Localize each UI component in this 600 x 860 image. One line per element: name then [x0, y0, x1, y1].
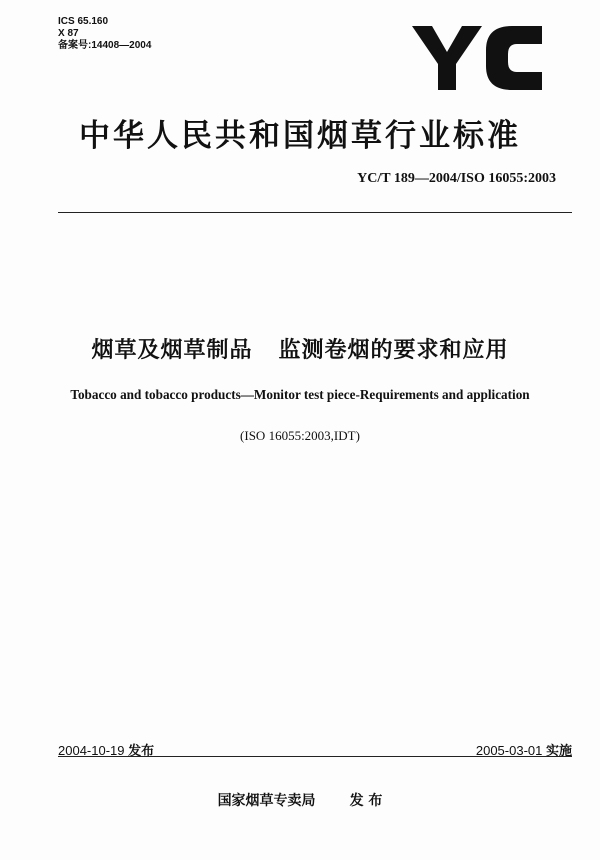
yc-logo	[412, 22, 542, 94]
title-cn-part1: 烟草及烟草制品	[91, 338, 253, 363]
ics-code: ICS 65.160	[58, 16, 109, 27]
issue-label: 发布	[128, 744, 155, 759]
issue-date: 2004-10-19	[58, 743, 125, 758]
record-number: 备案号:14408—2004	[58, 40, 152, 51]
bottom-divider	[58, 756, 572, 757]
implementation-label: 实施	[545, 744, 572, 759]
top-divider	[58, 212, 572, 213]
document-title-cn	[0, 333, 600, 364]
classification-code: X 87	[58, 28, 79, 39]
implementation-date: 2005-03-01	[475, 743, 543, 758]
publish-label: 发 布	[349, 793, 383, 809]
iso-equivalence: (ISO 16055:2003,IDT)	[240, 428, 360, 443]
title-cn-part2: 监测卷烟的要求和应用	[278, 338, 509, 363]
standard-number: YC/T 189—2004/ISO 16055:2003	[357, 171, 556, 186]
publisher-name: 国家烟草专卖局	[217, 793, 316, 809]
standard-series-title: 中华人民共和国烟草行业标准	[79, 118, 521, 154]
publisher-line	[0, 790, 600, 810]
document-title-en: Tobacco and tobacco products—Monitor test piece-Requirements and application	[70, 387, 530, 402]
